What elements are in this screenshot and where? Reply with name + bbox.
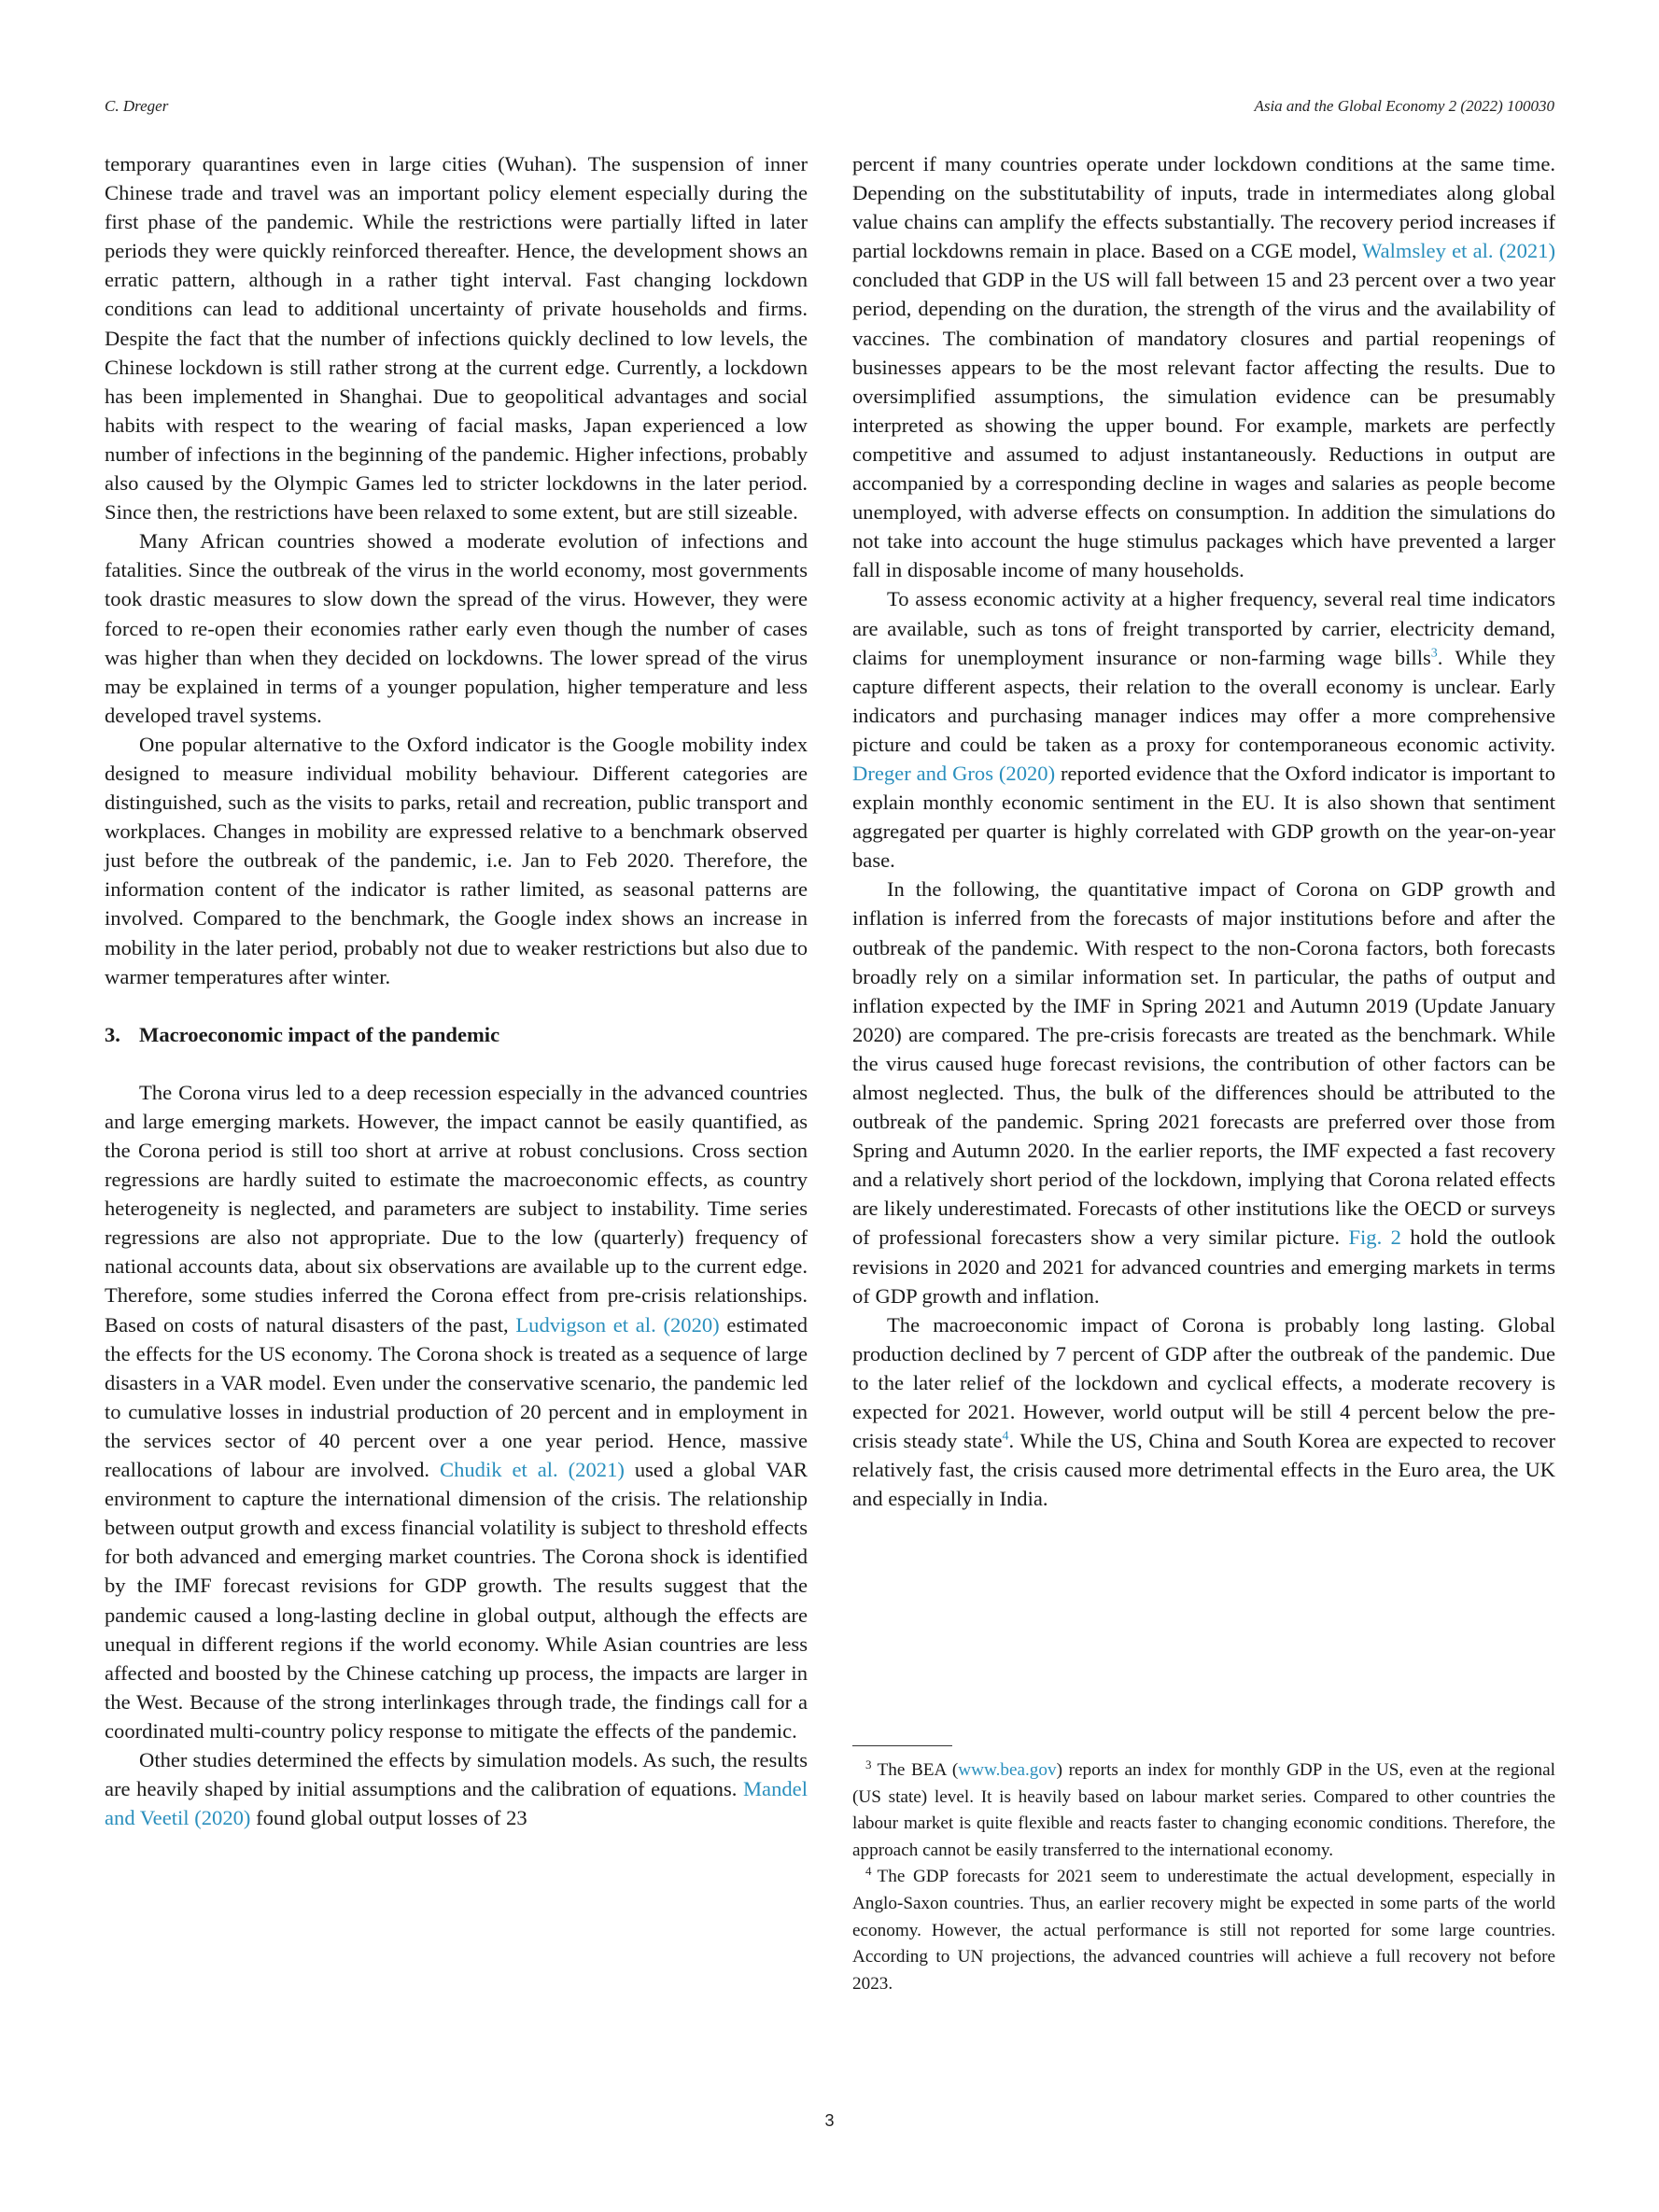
figure-link-fig2[interactable]: Fig. 2 [1348, 1225, 1401, 1250]
left-column [105, 149, 808, 1832]
citation-link-mandel[interactable]: Mandel and Veetil (2020) [105, 1777, 808, 1830]
paragraph [852, 1310, 1555, 1514]
paragraph-text: estimated the effects for the US economy. The Corona shock is treated as a sequence of large disasters in a VAR model. Even under the conservative scenario, the pandemic led to cumulative losses in industrial production of 20 percent and in employment in the services sector of 40 percent over a one year period. Hence, massive reallocations of labour are involved. [105, 1312, 808, 1482]
paragraph-text: The macroeconomic impact of Corona is probably long lasting. Global production declined by 7 percent of GDP after the outbreak of the pandemic. Due to the later relief of the lockdown and cyclical effects, a moderate recovery is expected for 2021. However, world output will be still 4 percent below the pre-crisis steady state [852, 1312, 1555, 1453]
running-head-journal: Asia and the Global Economy 2 (2022) 100030 [1254, 97, 1554, 115]
paragraph-text: found global output losses of 23 [250, 1806, 527, 1830]
paragraph [852, 149, 1555, 584]
section-title: Macroeconomic impact of the pandemic [139, 1022, 500, 1046]
section-number: 3. [105, 1022, 120, 1046]
bea-website-link[interactable]: www.bea.gov [958, 1760, 1057, 1780]
footnote-ref-4[interactable]: 4 [1002, 1429, 1009, 1444]
running-head [105, 97, 1554, 125]
running-head-author: C. Dreger [105, 97, 169, 115]
footnote-mark: 3 [865, 1757, 872, 1771]
paragraph-text: percent if many countries operate under lockdown conditions at the same time. Depending on the substitutability of inputs, trade in intermediates along global value chains can amplify the effects substantially. The recovery period increases if partial lockdowns remain in place. Based on a CGE model, [852, 152, 1555, 263]
paragraph [852, 875, 1555, 1309]
paragraph-text: Other studies determined the effects by simulation models. As such, the results are heavily shaped by initial assumptions and the calibration of equations. [105, 1747, 808, 1801]
citation-link-dreger-gros[interactable]: Dreger and Gros (2020) [852, 761, 1056, 785]
right-column [852, 149, 1555, 1513]
paragraph-text: . While the US, China and South Korea are expected to recover relatively fast, the crisis caused more detrimental effects in the Euro area, the UK and especially in India. [852, 1429, 1555, 1511]
footnotes [852, 1745, 1555, 1997]
citation-link-walmsley[interactable]: Walmsley et al. (2021) [1362, 239, 1555, 263]
paragraph-text: To assess economic activity at a higher frequency, several real time indicators are available, such as tons of freight transported by carrier, electricity demand, claims for unemployment insurance or non-farming wage bills [852, 587, 1555, 669]
footnote-mark: 4 [865, 1863, 872, 1878]
paragraph: Many African countries showed a moderate evolution of infections and fatalities. Since the outbreak of the virus in the world economy, most governments took drastic measures to slow down the spread of the virus. However, they were forced to re-open their economies rather early even though the number of cases was higher than when they decided on lockdowns. The lower spread of the virus may be explained in terms of a younger population, higher temperature and less developed travel systems. [105, 529, 808, 727]
paragraph-text: The Corona virus led to a deep recession especially in the advanced countries and large emerging markets. However, the impact cannot be easily quantified, as the Corona period is still too short at arrive at robust conclusions. Cross section regressions are hardly suited to estimate the macroeconomic effects, as country heterogeneity is neglected, and parameters are subject to instability. Time series regressions are also not appropriate. Due to the low (quarterly) frequency of national accounts data, about six observations are available up to the current edge. Therefore, some studies inferred the Corona effect from pre-crisis relationships. Based on costs of natural disasters of the past, [105, 1080, 808, 1337]
paragraph-text: . While they capture different aspects, their relation to the overall economy is unclear. Early indicators and purchasing manager indices may offer a more comprehensive picture and could be taken as a proxy for contemporaneous economic activity. [852, 645, 1555, 756]
section-heading [105, 1020, 808, 1049]
footnote-ref-3[interactable]: 3 [1430, 646, 1438, 661]
citation-link-ludvigson[interactable]: Ludvigson et al. (2020) [515, 1312, 720, 1337]
paragraph [852, 584, 1555, 875]
citation-link-chudik[interactable]: Chudik et al. (2021) [440, 1458, 625, 1482]
page-number: 3 [824, 2111, 835, 2130]
footnote-3 [852, 1757, 1555, 1864]
paragraph-text: hold the outlook revisions in 2020 and 2021 for advanced countries and emerging markets in terms of GDP growth and inflation. [852, 1225, 1556, 1308]
footnote-text: The BEA ( [877, 1760, 959, 1780]
footnote-4 [852, 1864, 1555, 1997]
paragraph-text: used a global VAR environment to capture the international dimension of the crisis. The relationship between output growth and excess financial volatility is subject to threshold effects for both advanced and emerging market countries. The Corona shock is identified by the IMF forecast revisions for GDP growth. The results suggest that the pandemic caused a long-lasting decline in global output, although the effects are unequal in different regions if the world economy. While Asian countries are less affected and boosted by the Chinese catching up process, the impacts are larger in the West. Because of the strong interlinkages through trade, the findings call for a coordinated multi-country policy response to mitigate the effects of the pandemic. [105, 1458, 808, 1743]
footnote-text: The GDP forecasts for 2021 seem to underestimate the actual development, especially in Anglo-Saxon countries. Thus, an earlier recovery might be expected in some parts of the world economy. However, the actual performance is still not reported for some large countries. According to UN projections, the advanced countries will achieve a full recovery not before 2023. [852, 1867, 1555, 1994]
paragraph: One popular alternative to the Oxford indicator is the Google mobility index designed to measure individual mobility behaviour. Different categories are distinguished, such as the visits to parks, retail and recreation, public transport and workplaces. Changes in mobility are expressed relative to a benchmark observed just before the outbreak of the pandemic, i.e. Jan to Feb 2020. Therefore, the information content of the indicator is rather limited, as seasonal patterns are involved. Compared to the benchmark, the Google index shows an increase in mobility in the later period, probably not due to weaker restrictions but also due to warmer temperatures after winter. [105, 732, 808, 988]
paragraph [105, 1745, 808, 1832]
paragraph [105, 1078, 808, 1745]
paragraph-text: reported evidence that the Oxford indicator is important to explain monthly economic sentiment in the EU. It is also shown that sentiment aggregated per quarter is highly correlated with GDP growth on the year-on-year base. [852, 761, 1555, 873]
footnote-divider [852, 1745, 952, 1746]
paragraph-text: In the following, the quantitative impact of Corona on GDP growth and inflation is inferred from the forecasts of major institutions before and after the outbreak of the pandemic. With respect to the non-Corona factors, both forecasts broadly rely on a similar information set. In particular, the paths of output and inflation expected by the IMF in Spring 2021 and Autumn 2019 (Update January 2020) are compared. The pre-crisis forecasts are treated as the benchmark. While the virus caused huge forecast revisions, the contribution of other factors can be almost neglected. Thus, the bulk of the differences should be attributed to the outbreak of the pandemic. Spring 2021 forecasts are preferred over those from Spring and Autumn 2020. In the earlier reports, the IMF expected a fast recovery and a relatively short period of the lockdown, implying that Corona related effects are likely underestimated. Forecasts of other institutions like the OECD or surveys of professional forecasters show a very similar picture. [852, 877, 1555, 1250]
footnote-text: ) reports an index for monthly GDP in the US, even at the regional (US state) level. It is heavily based on labour market series. Compared to other countries the labour market is quite flexible and reacts faster to changing economic conditions. Therefore, the approach cannot be easily transferred to the international economy. [852, 1760, 1555, 1860]
paragraph: temporary quarantines even in large cities (Wuhan). The suspension of inner Chinese trade and travel was an important policy element especially during the first phase of the pandemic. While the restrictions were partially lifted in later periods they were quickly reinforced thereafter. Hence, the development shows an erratic pattern, although in a rather tight interval. Fast changing lockdown conditions can lead to additional uncertainty of private households and firms. Despite the fact that the number of infections quickly declined to low levels, the Chinese lockdown is still rather strong at the current edge. Currently, a lockdown has been implemented in Shanghai. Due to geopolitical advantages and social habits with respect to the wearing of facial masks, Japan experienced a low number of infections in the beginning of the pandemic. Higher infections, probably also caused by the Olympic Games led to stricter lockdowns in the later period. Since then, the restrictions have been relaxed to some extent, but are still sizeable. [105, 152, 808, 525]
paragraph-text: concluded that GDP in the US will fall between 15 and 23 percent over a two year period, depending on the duration, the strength of the virus and the availability of vaccines. The combination of mandatory closures and partial reopenings of businesses appears to be the most relevant factor affecting the results. Due to oversimplified assumptions, the simulation evidence can be presumably interpreted as showing the upper bound. For example, markets are perfectly competitive and assumed to adjust instantaneously. Reductions in output are accompanied by a corresponding decline in wages and salaries as people become unemployed, with adverse effects on consumption. In addition the simulations do not take into account the huge stimulus packages which have prevented a larger fall in disposable income of many households. [852, 268, 1555, 582]
